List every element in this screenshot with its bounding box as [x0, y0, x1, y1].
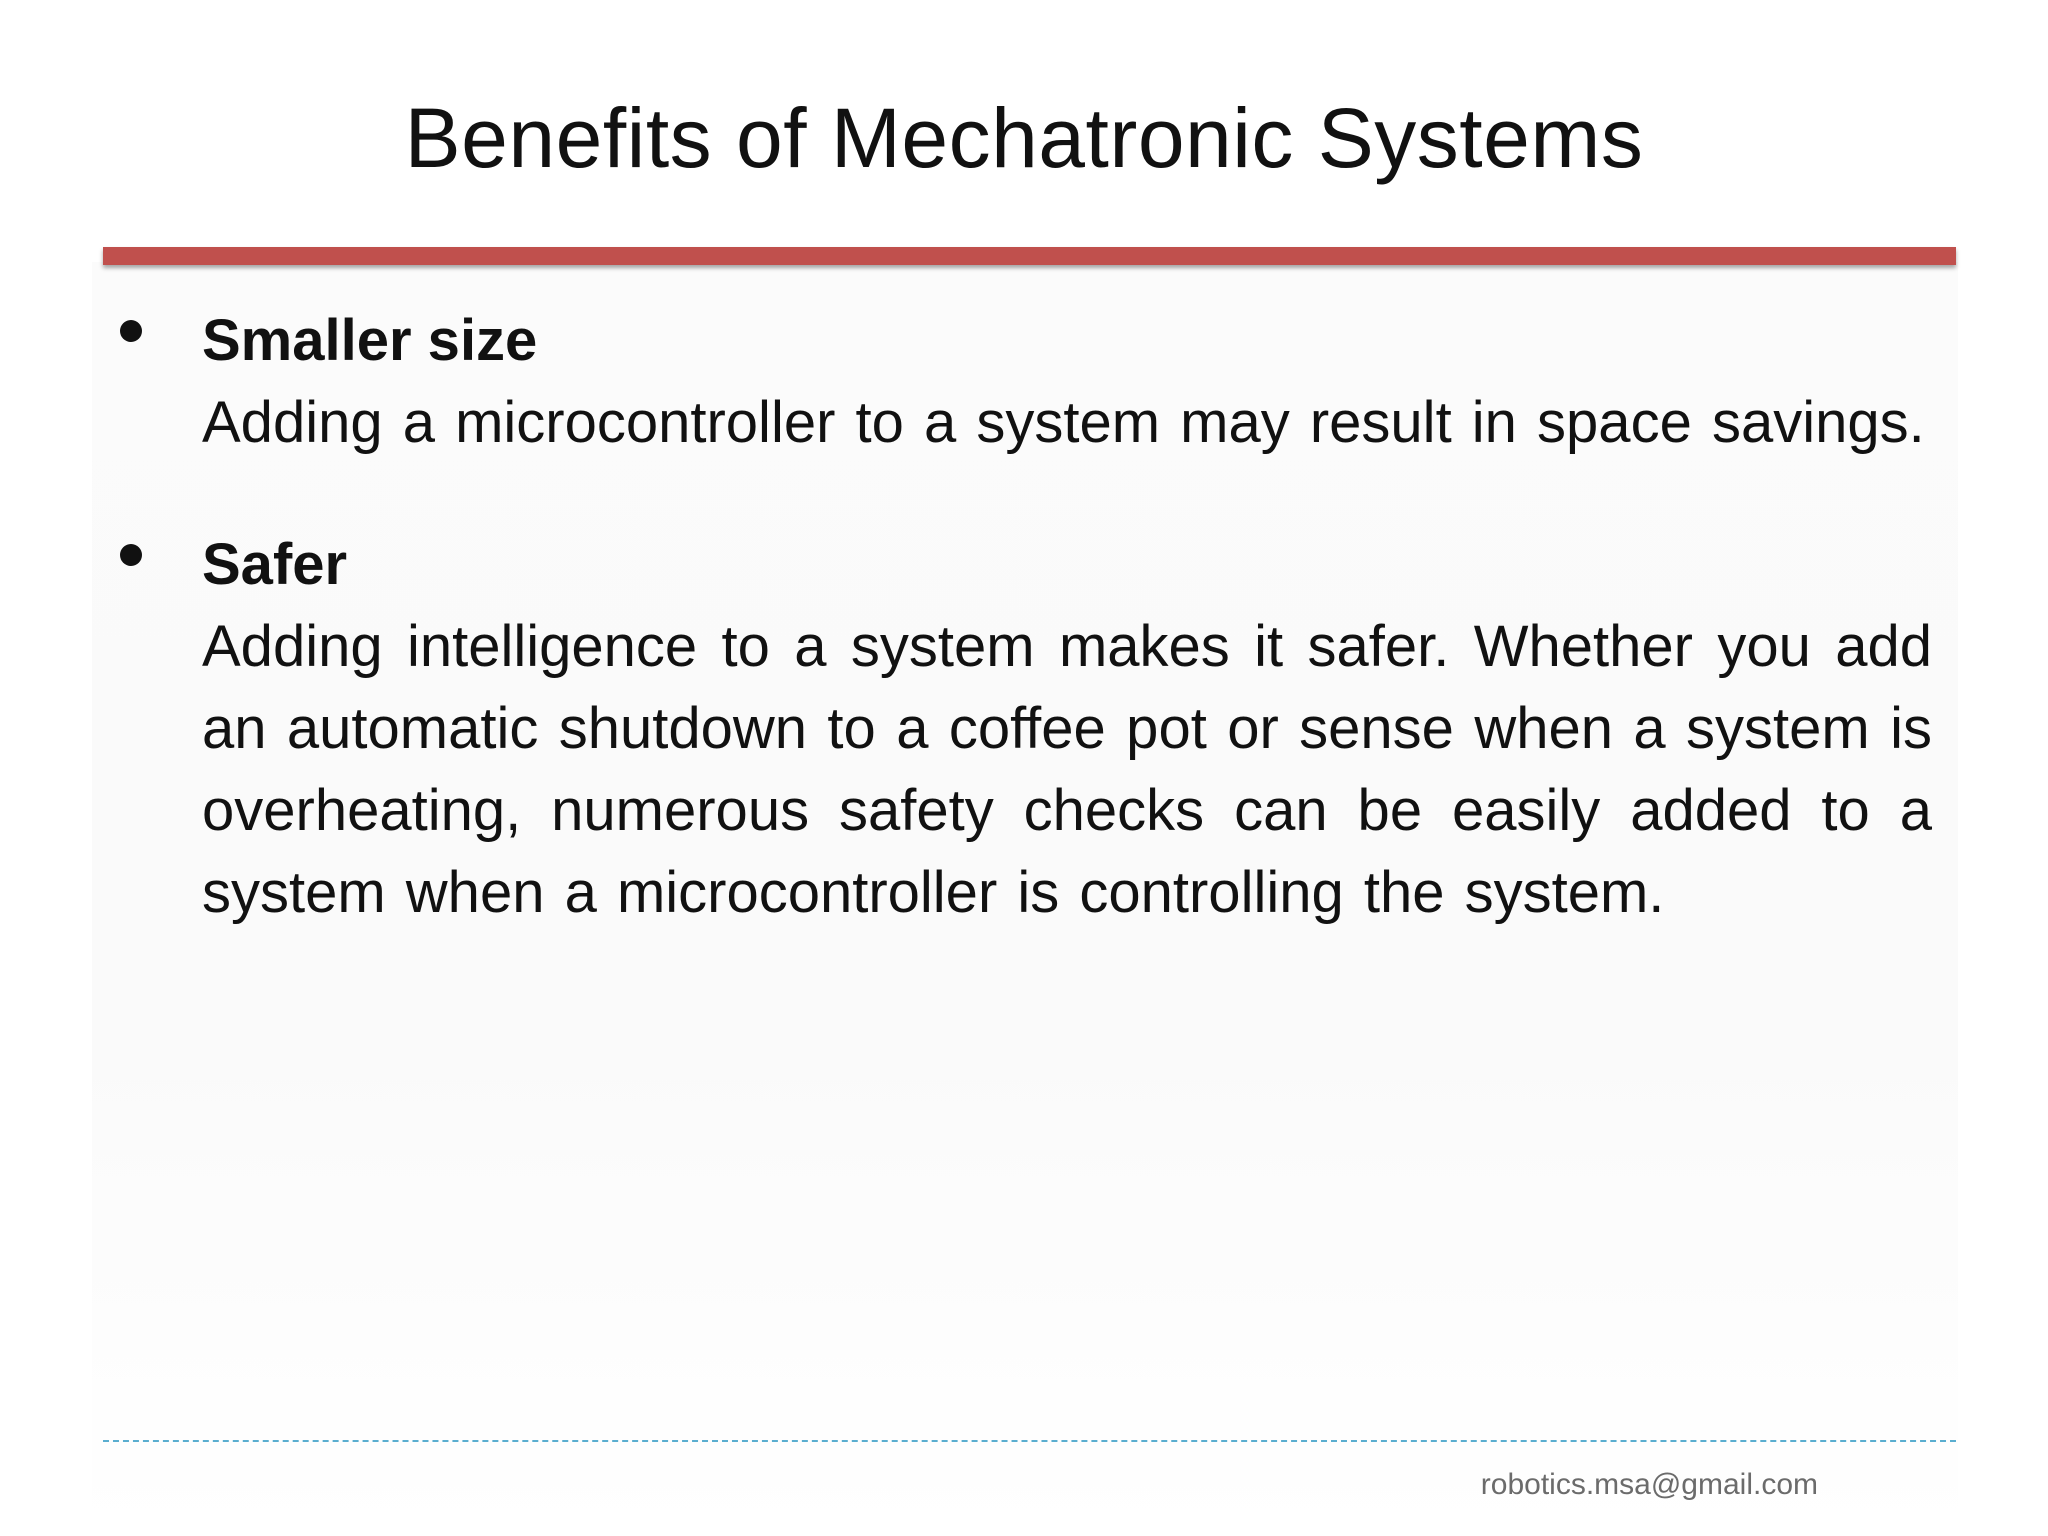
bullet-item-smaller-size — [120, 300, 1940, 464]
bullet-body: Adding intelligence to a system makes it safer. Whether you add an automatic shutdown to a coffee pot or sense when a system is overheating, numerous safety checks can be easily added to a system when a microcontroller is controlling the system. — [202, 614, 1932, 925]
bullet-icon — [120, 544, 142, 566]
bullet-heading: Smaller size — [202, 308, 538, 373]
bullet-item-safer — [120, 524, 1940, 934]
footer-email: robotics.msa@gmail.com — [1480, 1468, 1818, 1501]
title-divider — [103, 247, 1956, 265]
slide-content — [120, 300, 1940, 994]
bullet-body: Adding a microcontroller to a system may result in space savings. — [202, 390, 1925, 455]
bullet-heading: Safer — [202, 532, 348, 597]
bullet-icon — [120, 320, 142, 342]
slide-title: Benefits of Mechatronic Systems — [404, 91, 1644, 185]
footer-divider — [103, 1440, 1956, 1442]
